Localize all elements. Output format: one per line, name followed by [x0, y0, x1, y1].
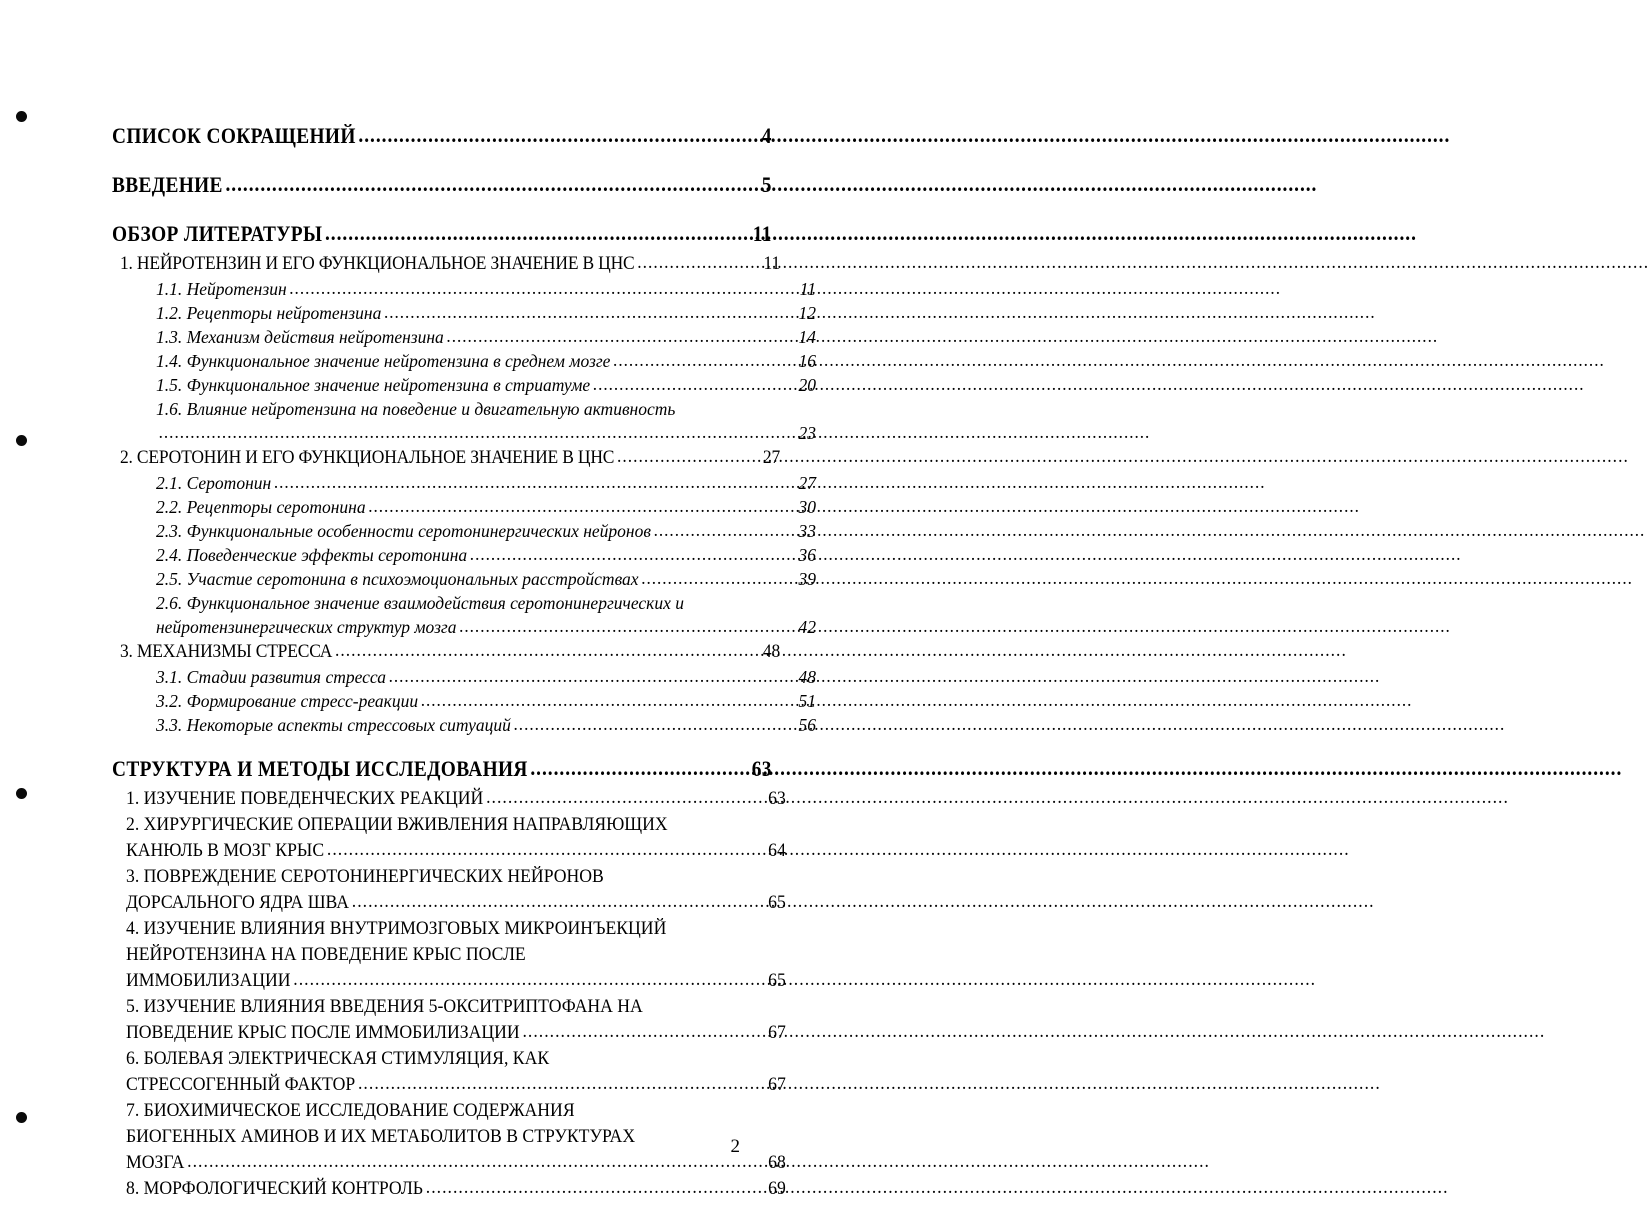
toc-page-number: 63 — [768, 788, 786, 809]
toc-entry-label: 4. ИЗУЧЕНИЕ ВЛИЯНИЯ ВНУТРИМОЗГОВЫХ МИКРОИНЪЕКЦИЙ — [126, 918, 667, 939]
toc-page-number: 5 — [761, 172, 772, 197]
toc-entry[interactable] — [112, 118, 772, 153]
toc-entry-label: 2.1. Серотонин — [156, 473, 272, 493]
dot-leader — [327, 837, 762, 863]
dot-leader — [225, 166, 748, 201]
toc-entry-label: 3.3. Некоторые аспекты стрессовых ситуаций — [156, 715, 511, 735]
dot-leader — [352, 889, 762, 915]
toc-entry-label: нейротензинергических структур мозга — [156, 617, 457, 637]
dot-leader — [426, 1175, 762, 1201]
toc-entry[interactable] — [126, 1124, 786, 1150]
toc-entry[interactable] — [126, 812, 786, 838]
dot-leader — [358, 117, 749, 152]
dot-leader — [613, 348, 790, 372]
toc-page-number: 27 — [762, 447, 781, 468]
toc-entry[interactable] — [126, 786, 786, 812]
dot-leader — [358, 1071, 762, 1097]
toc-entry-label: 1. ИЗУЧЕНИЕ ПОВЕДЕНЧЕСКИХ РЕАКЦИЙ — [126, 788, 484, 809]
toc-entry[interactable] — [156, 277, 816, 301]
toc-entry-label: 1.5. Функциональное значение нейротензина в стриатуме — [156, 375, 591, 395]
toc-page-number: 4 — [761, 123, 772, 148]
toc-entry[interactable] — [126, 1150, 786, 1176]
toc-entry-label: 7. БИОХИМИЧЕСКОЕ ИССЛЕДОВАНИЕ СОДЕРЖАНИЯ — [126, 1100, 575, 1121]
dot-leader — [384, 300, 790, 324]
dot-leader — [421, 688, 790, 712]
toc-entry[interactable] — [126, 864, 786, 890]
toc-entry-label: КАНЮЛЬ В МОЗГ КРЫС — [126, 840, 325, 861]
toc-entry-label: ПОВЕДЕНИЕ КРЫС ПОСЛЕ ИММОБИЛИЗАЦИИ — [126, 1022, 520, 1043]
toc-entry-label: 8. МОРФОЛОГИЧЕСКИЙ КОНТРОЛЬ — [126, 1178, 423, 1199]
dot-leader — [593, 372, 790, 396]
toc-entry-label: 3. ПОВРЕЖДЕНИЕ СЕРОТОНИНЕРГИЧЕСКИХ НЕЙРОНОВ — [126, 866, 604, 887]
toc-entry[interactable] — [156, 421, 816, 445]
toc-page-number: 11 — [752, 221, 772, 246]
dot-leader — [293, 967, 761, 993]
toc-entry-label: 2.2. Рецепторы серотонина — [156, 497, 366, 517]
toc-entry-label: 2.6. Функциональное значение взаимодействия серотонинергических и — [156, 593, 685, 613]
toc-entry[interactable] — [156, 591, 816, 615]
dot-leader — [369, 494, 790, 518]
toc-page-number: 11 — [763, 253, 781, 274]
toc-entry[interactable] — [126, 1046, 786, 1072]
toc-entry[interactable] — [156, 519, 816, 543]
toc-entry-label: 3.2. Формирование стресс-реакции — [156, 691, 419, 711]
toc-entry-label: МОЗГА — [126, 1152, 185, 1173]
toc-entry[interactable] — [126, 890, 786, 916]
toc-entry[interactable] — [112, 167, 772, 202]
toc-entry-label: 1.2. Рецепторы нейротензина — [156, 303, 382, 323]
toc-entry-label: СТРУКТУРА И МЕТОДЫ ИССЛЕДОВАНИЯ — [112, 756, 528, 781]
dot-leader — [159, 420, 790, 444]
toc-page-number: 65 — [768, 970, 786, 991]
toc-entry-label: 2. СЕРОТОНИН И ЕГО ФУНКЦИОНАЛЬНОЕ ЗНАЧЕНИЕ В ЦНС — [120, 447, 615, 468]
toc-entry-label: 2. ХИРУРГИЧЕСКИЕ ОПЕРАЦИИ ВЖИВЛЕНИЯ НАПРАВЛЯЮЩИХ — [126, 814, 668, 835]
punch-mark-icon — [16, 788, 27, 799]
toc-entry[interactable] — [156, 349, 816, 373]
dot-leader — [637, 250, 756, 276]
toc-entry-label: СПИСОК СОКРАЩЕНИЙ — [112, 123, 356, 148]
toc-entry[interactable] — [120, 251, 780, 277]
toc-page-number: 69 — [768, 1178, 786, 1199]
toc-entry[interactable] — [126, 994, 786, 1020]
toc-entry-label: ОБЗОР ЛИТЕРАТУРЫ — [112, 221, 323, 246]
dot-leader — [486, 785, 762, 811]
toc-page-number: 48 — [762, 641, 781, 662]
toc-page-number: 63 — [751, 756, 772, 781]
toc-page-number: 68 — [768, 1152, 786, 1173]
punch-mark-icon — [16, 111, 27, 122]
toc-entry[interactable] — [120, 639, 780, 665]
toc-entry-label: 3.1. Стадии развития стресса — [156, 667, 386, 687]
toc-entry-label: 1. НЕЙРОТЕНЗИН И ЕГО ФУНКЦИОНАЛЬНОЕ ЗНАЧЕНИЕ В ЦНС — [120, 253, 635, 274]
toc-entry-label: 6. БОЛЕВАЯ ЭЛЕКТРИЧЕСКАЯ СТИМУЛЯЦИЯ, КАК — [126, 1048, 550, 1069]
toc-entry[interactable] — [156, 301, 816, 325]
toc-entry[interactable] — [112, 216, 772, 251]
dot-leader — [530, 750, 748, 785]
toc-entry[interactable] — [126, 942, 786, 968]
dot-leader — [335, 638, 756, 664]
table-of-contents — [112, 118, 816, 1202]
dot-leader — [274, 470, 790, 494]
dot-leader — [654, 518, 790, 542]
toc-entry-label: 5. ИЗУЧЕНИЕ ВЛИЯНИЯ ВВЕДЕНИЯ 5-ОКСИТРИПТОФАНА НА — [126, 996, 643, 1017]
toc-entry[interactable] — [156, 567, 816, 591]
toc-page-number: 23 — [798, 423, 816, 443]
toc-entry[interactable] — [126, 916, 786, 942]
toc-entry-label: 1.3. Механизм действия нейротензина — [156, 327, 444, 347]
punch-mark-icon — [16, 1112, 27, 1123]
toc-entry-label: 1.4. Функциональное значение нейротензина в среднем мозге — [156, 351, 611, 371]
dot-leader — [187, 1149, 761, 1175]
toc-entry-label: БИОГЕННЫХ АМИНОВ И ИХ МЕТАБОЛИТОВ В СТРУКТУРАХ — [126, 1126, 636, 1147]
toc-entry-label: 1.1. Нейротензин — [156, 279, 287, 299]
toc-entry[interactable] — [126, 1020, 786, 1046]
toc-entry[interactable] — [126, 838, 786, 864]
dot-leader — [389, 664, 790, 688]
toc-entry[interactable] — [156, 615, 816, 639]
dot-leader — [325, 215, 749, 250]
toc-page-number: 67 — [768, 1074, 786, 1095]
toc-page-number: 12 — [798, 303, 816, 323]
toc-entry[interactable] — [156, 665, 816, 689]
toc-entry[interactable] — [120, 445, 780, 471]
toc-page-number: 14 — [798, 327, 816, 347]
toc-entry[interactable] — [156, 495, 816, 519]
toc-page-number: 67 — [768, 1022, 786, 1043]
toc-entry-label: 2.5. Участие серотонина в психоэмоциональных расстройствах — [156, 569, 639, 589]
toc-page-number: 48 — [798, 667, 816, 687]
toc-entry-label: ДОРСАЛЬНОГО ЯДРА ШВА — [126, 892, 349, 913]
dot-leader — [447, 324, 790, 348]
dot-leader — [290, 276, 790, 300]
toc-entry[interactable] — [156, 689, 816, 713]
toc-page-number: 64 — [768, 840, 786, 861]
dot-leader — [514, 712, 790, 736]
toc-entry-label: 1.6. Влияние нейротензина на поведение и двигательную активность — [156, 399, 676, 419]
toc-entry[interactable] — [126, 968, 786, 994]
toc-entry-label: 2.4. Поведенческие эффекты серотонина — [156, 545, 468, 565]
dot-leader — [522, 1019, 761, 1045]
dot-leader — [642, 566, 790, 590]
toc-entry-label: НЕЙРОТЕНЗИНА НА ПОВЕДЕНИЕ КРЫС ПОСЛЕ — [126, 944, 526, 965]
toc-page-number: 56 — [798, 715, 816, 735]
toc-entry-label: 3. МЕХАНИЗМЫ СТРЕССА — [120, 641, 333, 662]
toc-entry[interactable] — [156, 543, 816, 567]
toc-page-number: 42 — [798, 617, 816, 637]
dot-leader — [617, 444, 756, 470]
toc-page-number: 39 — [798, 569, 816, 589]
page-number: 2 — [730, 1136, 740, 1157]
toc-page-number: 51 — [798, 691, 816, 711]
toc-entry[interactable] — [156, 471, 816, 495]
toc-entry[interactable] — [126, 1098, 786, 1124]
toc-page-number: 27 — [798, 473, 816, 493]
toc-entry[interactable] — [112, 751, 772, 786]
toc-page-number: 36 — [798, 545, 816, 565]
punch-mark-icon — [16, 435, 27, 446]
toc-entry[interactable] — [156, 373, 816, 397]
toc-page-number: 16 — [798, 351, 816, 371]
toc-entry-label: 2.3. Функциональные особенности серотонинергических нейронов — [156, 521, 651, 541]
toc-entry[interactable] — [156, 713, 816, 737]
dot-leader — [459, 614, 790, 638]
toc-page-number: 11 — [799, 279, 816, 299]
dot-leader — [470, 542, 790, 566]
toc-entry[interactable] — [126, 1072, 786, 1098]
toc-page-number: 20 — [798, 375, 816, 395]
toc-entry-label: ВВЕДЕНИЕ — [112, 172, 223, 197]
toc-entry-label: ИММОБИЛИЗАЦИИ — [126, 970, 291, 991]
toc-entry[interactable] — [156, 325, 816, 349]
toc-page-number: 30 — [798, 497, 816, 517]
document-page — [0, 0, 816, 1211]
toc-page-number: 33 — [798, 521, 816, 541]
toc-entry[interactable] — [126, 1176, 786, 1202]
toc-page-number: 65 — [768, 892, 786, 913]
toc-entry[interactable] — [156, 397, 816, 421]
toc-entry-label: СТРЕССОГЕННЫЙ ФАКТОР — [126, 1074, 356, 1095]
